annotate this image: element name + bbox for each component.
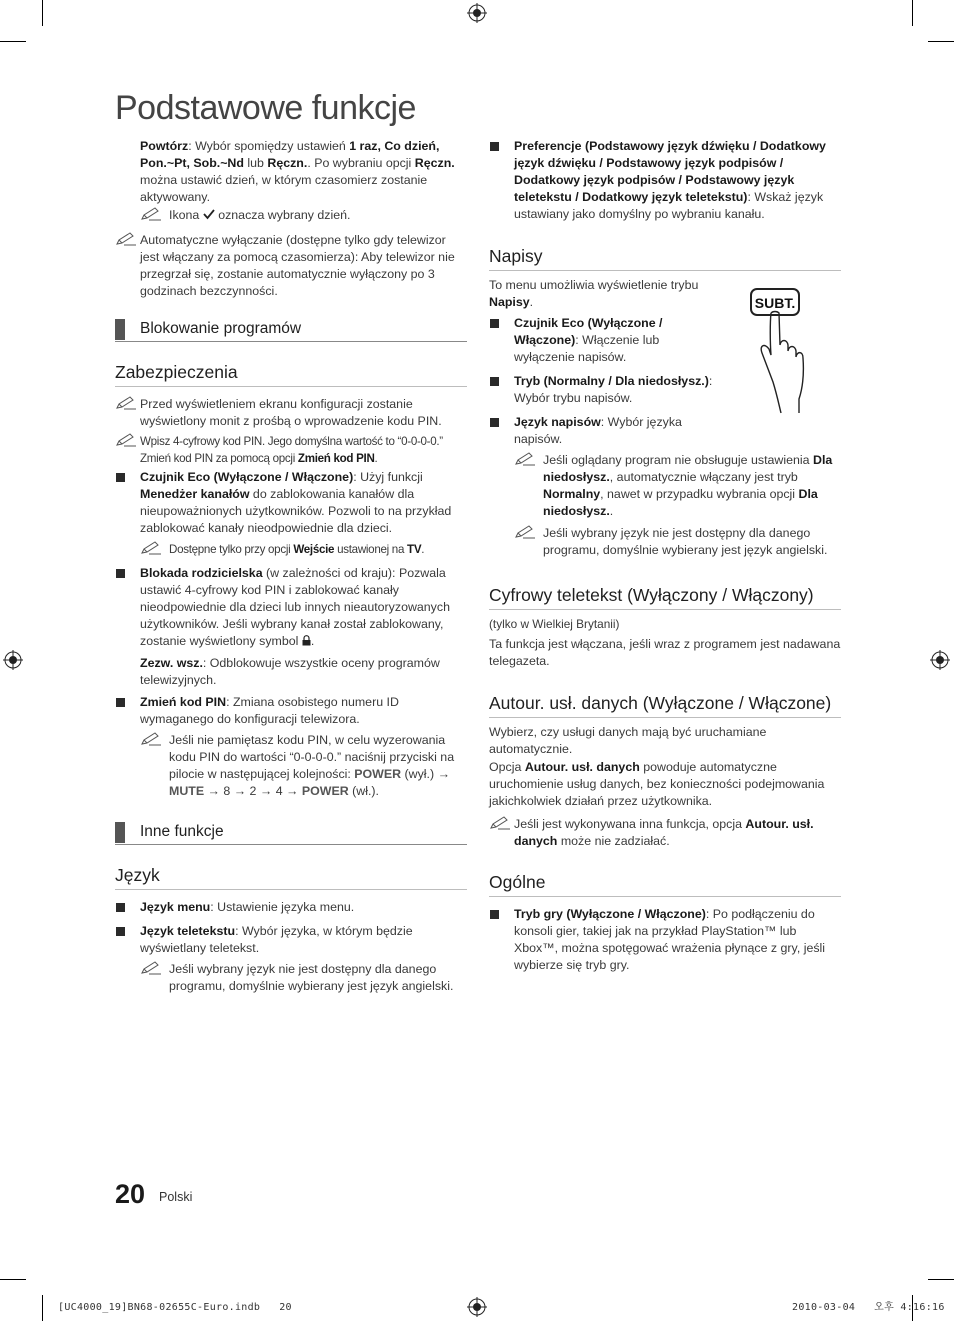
note-dla-niedoslysz <box>514 452 841 520</box>
text: lub <box>243 156 268 170</box>
note-pencil-icon <box>115 433 137 447</box>
keyword: Język napisów <box>514 415 601 429</box>
lock-icon <box>302 635 311 646</box>
keyword: Język teletekstu <box>140 924 236 938</box>
autour-description-2 <box>489 759 841 810</box>
note-pencil-icon <box>140 732 162 746</box>
text: . <box>421 543 425 556</box>
note-pencil-icon <box>140 207 162 221</box>
text: . Po wybraniu opcji <box>307 156 415 170</box>
page-language: Polski <box>159 1190 193 1204</box>
text: , nawet w przypadku wybrania opcji <box>600 487 799 501</box>
subt-button-label: SUBT. <box>754 295 796 311</box>
trim-mark <box>42 1295 43 1321</box>
note-reset-pin <box>140 732 467 800</box>
note-auto-off <box>115 232 467 300</box>
bullet-square-icon <box>116 903 125 912</box>
text: Przed wyświetleniem ekranu konfiguracji zostanie wyświetlony monit z prośbą o wprowadzenie kodu PIN. <box>140 397 442 428</box>
autour-description-1: Wybierz, czy usługi danych mają być uruchamiane automatycznie. <box>489 725 767 756</box>
note-pencil-icon <box>514 525 536 539</box>
napisy-intro <box>489 277 734 311</box>
text: : Zmiana osobistego numeru ID wymaganego do konfiguracji telewizora. <box>140 695 399 726</box>
bullet-square-icon <box>490 319 499 328</box>
text: Jeśli oglądany program nie obsługuje ustawienia <box>543 453 814 467</box>
trim-mark <box>928 1279 954 1280</box>
text: , automatycznie włączany jest tryb <box>609 470 798 484</box>
keyword: Tryb gry (Wyłączone / Włączone) <box>514 907 706 921</box>
section-blokowanie <box>115 319 467 342</box>
repeat-paragraph <box>115 138 467 206</box>
keyword: Autour. usł. danych <box>514 817 814 848</box>
trim-mark <box>912 0 913 26</box>
registration-mark-icon <box>467 3 487 23</box>
section-title: Inne funkcje <box>140 823 224 840</box>
keyword: Menedżer kanałów <box>140 487 250 501</box>
heading-zabezpieczenia: Zabezpieczenia <box>115 362 467 387</box>
text: : Wybór trybu napisów. <box>514 374 713 405</box>
note-pencil-icon <box>489 816 511 830</box>
bullet-square-icon <box>490 377 499 386</box>
trim-mark <box>42 0 43 26</box>
item-zmien-kod-pin <box>115 694 467 728</box>
note-wejscie <box>140 541 467 558</box>
print-slug-file: [UC4000_19]BN68-02655C-Euro.indb 20 <box>58 1302 292 1313</box>
note-pencil-icon <box>140 961 162 975</box>
trim-mark <box>0 1279 26 1280</box>
section-title: Blokowanie programów <box>140 320 302 337</box>
page-number: 20 <box>115 1179 146 1209</box>
note-jezyk-default <box>140 961 467 995</box>
text: : Wybór spomiędzy ustawień <box>188 139 350 153</box>
text: : Wskaż język ustawiany jako domyślny po wybraniu kanału. <box>514 190 824 221</box>
item-czujnik-eco <box>115 469 467 537</box>
text: : Użyj funkcji <box>353 470 423 484</box>
note-pin-screen <box>115 396 467 430</box>
item-jezyk-teletekstu <box>115 923 467 957</box>
item-tryb <box>489 373 734 407</box>
text: . <box>609 504 614 518</box>
heading-ogolne: Ogólne <box>489 872 841 897</box>
note-autour <box>489 816 841 850</box>
section-marker <box>115 319 125 340</box>
heading-napisy: Napisy <box>489 246 841 271</box>
registration-mark-icon <box>467 1297 487 1317</box>
keyword: Dla niedosłysz. <box>543 453 833 484</box>
zezw-paragraph <box>115 655 467 689</box>
note-napisy-default <box>514 525 841 559</box>
keyword: Zmień kod PIN <box>140 695 227 709</box>
item-jezyk-menu <box>115 899 467 916</box>
text: Ikona <box>169 208 203 222</box>
keyword: Zmień kod PIN <box>297 452 375 465</box>
text: Jeśli wybrany język nie jest dostępny dla danego programu, domyślnie wybierany jest język angielski. <box>543 526 828 557</box>
text: Opcja <box>489 760 525 774</box>
text: Dostępne tylko przy opcji <box>169 543 294 556</box>
text: oznacza wybrany dzień. <box>214 208 351 222</box>
keyword: Blokada rodzicielska <box>140 566 263 580</box>
text: Jeśli jest wykonywana inna funkcja, opcja <box>514 817 746 831</box>
text: : Odblokowuje wszystkie oceny programów telewizyjnych. <box>140 656 440 687</box>
keyword: Preferencje (Podstawowy język dźwięku / Dodatkowy język dźwięku / Podstawowy język podpisów / Dodatkowy język podpisów / Podstawowy język teletekstu / Dodatkowy język teletekstu) <box>514 139 826 204</box>
note-icon-day <box>140 207 467 224</box>
checkmark-icon <box>203 209 215 220</box>
manual-option: Ręczn. <box>414 156 455 170</box>
text: Wpisz 4-cyfrowy kod PIN. Jego domyślna wartość to “0-0-0-0.” Zmień kod PIN za pomocą opcji <box>140 435 443 465</box>
keyword: Czujnik Eco (Wyłączone / Włączone) <box>140 470 354 484</box>
trim-mark <box>0 41 26 42</box>
heading-autour: Autour. usł. danych (Wyłączone / Włączone) <box>489 693 841 718</box>
right-column <box>489 138 841 974</box>
bullet-square-icon <box>490 142 499 151</box>
note-pencil-icon <box>115 232 137 246</box>
text: . <box>310 634 315 648</box>
repeat-options: 1 raz, Co dzień, Pon.~Pt, Sob.~Nd <box>140 139 440 170</box>
registration-mark-icon <box>3 650 23 670</box>
item-jezyk-napisow <box>489 414 714 448</box>
bullet-square-icon <box>116 927 125 936</box>
page-title: Podstawowe funkcje <box>115 89 416 127</box>
text: do zablokowania kanałów dla nieupoważnionych użytkowników. Pozwoli to na przykład zablokować kanały nieodpowiednie dla dzieci. <box>140 487 452 535</box>
text: → 8 → 2 → 4 → <box>204 784 302 798</box>
text: Jeśli nie pamiętasz kodu PIN, w celu wyzerowania kodu PIN do wartości “0-0-0-0.” naciśnij przyciski na pilocie w następującej kolejności: <box>169 733 455 781</box>
text: można ustawić dzień, w którym czasomierz zostanie aktywowany. <box>140 173 428 204</box>
note-pin-default <box>115 433 467 467</box>
text: : Wybór języka, w którym będzie wyświetlany teletekst. <box>140 924 413 955</box>
keyword: Wejście <box>293 543 335 556</box>
text: Jeśli wybrany język nie jest dostępny dla danego programu, domyślnie wybierany jest język angielski. <box>169 962 454 993</box>
keyword: MUTE <box>169 784 205 798</box>
bullet-square-icon <box>490 418 499 427</box>
manual-option: Ręczn. <box>267 156 308 170</box>
keyword: POWER <box>354 767 402 781</box>
repeat-label: Powtórz <box>140 139 189 153</box>
print-slug-date: 2010-03-04 오후 4:16:16 <box>792 1302 945 1313</box>
trim-mark <box>928 41 954 42</box>
item-napisy-czujnik <box>489 315 714 366</box>
note-pencil-icon <box>514 452 536 466</box>
text: (w zależności od kraju): Pozwala ustawić 4-cyfrowy kod PIN i zablokować kanały nieodpowiednie dla dzieci lub innych nieautoryzowanych użytkowników. Jeśli wybrany kanał został zablokowany, zostanie wyświetlony symbol <box>140 566 450 648</box>
text: : Włączenie lub wyłączenie napisów. <box>514 333 660 364</box>
keyword: Czujnik Eco (Wyłączone / Włączone) <box>514 316 663 347</box>
keyword: TV <box>407 543 422 556</box>
note-pencil-icon <box>115 396 137 410</box>
item-tryb-gry <box>489 906 841 974</box>
item-preferencje <box>489 138 841 223</box>
text: To menu umożliwia wyświetlenie trybu <box>489 278 699 292</box>
text: Automatyczne wyłączanie (dostępne tylko gdy telewizor jest włączany za pomocą czasomierza): Aby telewizor nie przegrzał się, zostanie automatycznie wyłączony po 3 godzinach bezczynności. <box>140 233 455 298</box>
text: . <box>374 452 378 465</box>
bullet-square-icon <box>116 569 125 578</box>
bullet-square-icon <box>490 910 499 919</box>
text: ustawionej na <box>334 543 408 556</box>
text: (wł.). <box>348 784 379 798</box>
napisy-block <box>489 277 841 448</box>
keyword: Normalny <box>543 487 601 501</box>
keyword: POWER <box>301 784 349 798</box>
keyword: Zezw. wsz. <box>140 656 203 670</box>
keyword: Tryb (Normalny / Dla niedosłysz.) <box>514 374 709 388</box>
keyword: Język menu <box>140 900 211 914</box>
cyfrowy-uk-note: (tylko w Wielkiej Brytanii) <box>489 617 620 631</box>
subt-remote-hand-icon <box>743 287 813 417</box>
note-pencil-icon <box>140 541 162 555</box>
section-inne-funkcje <box>115 822 467 845</box>
text: (wył.) → <box>401 767 450 781</box>
text: . <box>529 295 534 309</box>
text: może nie zadziałać. <box>557 834 670 848</box>
keyword: Dla niedosłysz. <box>543 487 818 518</box>
keyword: Napisy <box>489 295 530 309</box>
text: : Ustawienie języka menu. <box>210 900 355 914</box>
section-marker <box>115 822 125 843</box>
cyfrowy-description: Ta funkcja jest włączana, jeśli wraz z programem jest nadawana telegazeta. <box>489 637 841 668</box>
keyword: Autour. usł. danych <box>524 760 640 774</box>
bullet-square-icon <box>116 698 125 707</box>
text: : Po podłączeniu do konsoli gier, takiej jak na przykład PlayStation™ lub Xbox™, można spotęgować wrażenia płynące z gry, jeśli wybierze się tryb gry. <box>514 907 826 972</box>
text: powoduje automatyczne uruchomienie usług danych, bez konieczności podejmowania jakichkolwiek działań przez użytkownika. <box>489 760 825 808</box>
bullet-square-icon <box>116 473 125 482</box>
heading-cyfrowy-teletekst: Cyfrowy teletekst (Wyłączony / Włączony) <box>489 585 841 610</box>
left-column <box>115 138 467 995</box>
heading-jezyk: Język <box>115 865 467 890</box>
registration-mark-icon <box>930 650 950 670</box>
item-blokada-rodzicielska <box>115 565 467 650</box>
text: : Wybór języka napisów. <box>514 415 682 446</box>
